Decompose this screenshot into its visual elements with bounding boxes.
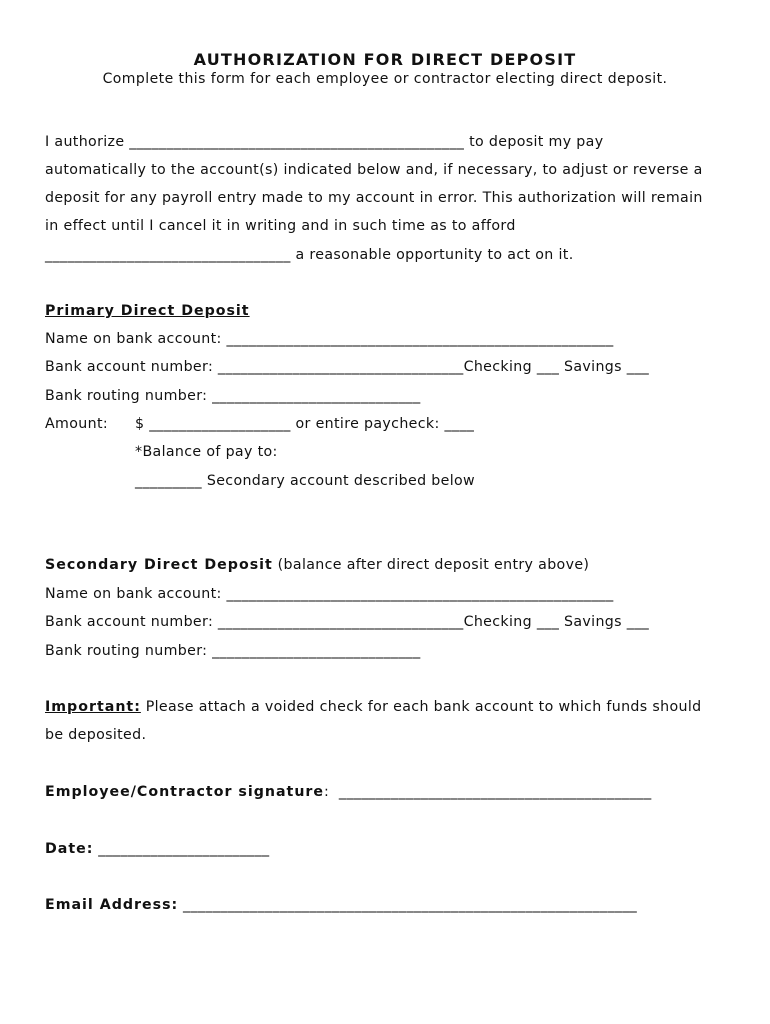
signature-label: Employee/Contractor signature [45, 784, 325, 800]
form-title: AUTHORIZATION FOR DIRECT DEPOSIT [193, 50, 577, 69]
primary-account-field[interactable]: Bank account number: _________________________________Checking ___ Savings ___ [45, 359, 650, 375]
amount-label: Amount: [45, 416, 108, 432]
amount-field[interactable]: $ ___________________ or entire paycheck: ____ [135, 416, 475, 432]
form-subtitle: Complete this form for each employee or contractor electing direct deposit. [102, 71, 668, 87]
important-text-2: be deposited. [45, 727, 147, 743]
secondary-heading-title: Secondary Direct Deposit [45, 557, 273, 573]
secondary-option-field[interactable]: _________ Secondary account described below [135, 473, 475, 489]
secondary-heading-note: (balance after direct deposit entry above) [272, 557, 590, 573]
date-label: Date: [45, 841, 94, 857]
balance-label: *Balance of pay to: [135, 444, 278, 460]
date-line[interactable]: _______________________ [93, 841, 270, 857]
auth-line-5[interactable]: _________________________________ a reasonable opportunity to act on it. [45, 247, 574, 263]
email-line[interactable]: _____________________________________________________________ [178, 897, 638, 913]
important-note [45, 698, 702, 716]
auth-line-3: deposit for any payroll entry made to my account in error. This authorization will remain [45, 190, 703, 206]
secondary-account-field[interactable]: Bank account number: _________________________________Checking ___ Savings ___ [45, 614, 650, 630]
important-text-1: Please attach a voided check for each bank account to which funds should [140, 699, 702, 715]
secondary-routing-field[interactable]: Bank routing number: ____________________________ [45, 643, 421, 659]
auth-line-2: automatically to the account(s) indicated below and, if necessary, to adjust or reverse a [45, 162, 703, 178]
signature-field[interactable] [45, 783, 652, 801]
date-field[interactable] [45, 840, 270, 858]
signature-line[interactable]: : __________________________________________ [324, 784, 652, 800]
important-label: Important: [45, 699, 141, 715]
secondary-name-field[interactable]: Name on bank account: ____________________________________________________ [45, 586, 614, 602]
email-field[interactable] [45, 896, 637, 914]
auth-line-4: in effect until I cancel it in writing and in such time as to afford [45, 218, 516, 234]
primary-heading: Primary Direct Deposit [45, 303, 250, 319]
auth-line-1[interactable]: I authorize _____________________________________________ to deposit my pay [45, 134, 604, 150]
secondary-heading [45, 556, 589, 574]
primary-routing-field[interactable]: Bank routing number: ____________________________ [45, 388, 421, 404]
email-label: Email Address: [45, 897, 179, 913]
primary-name-field[interactable]: Name on bank account: ____________________________________________________ [45, 331, 614, 347]
